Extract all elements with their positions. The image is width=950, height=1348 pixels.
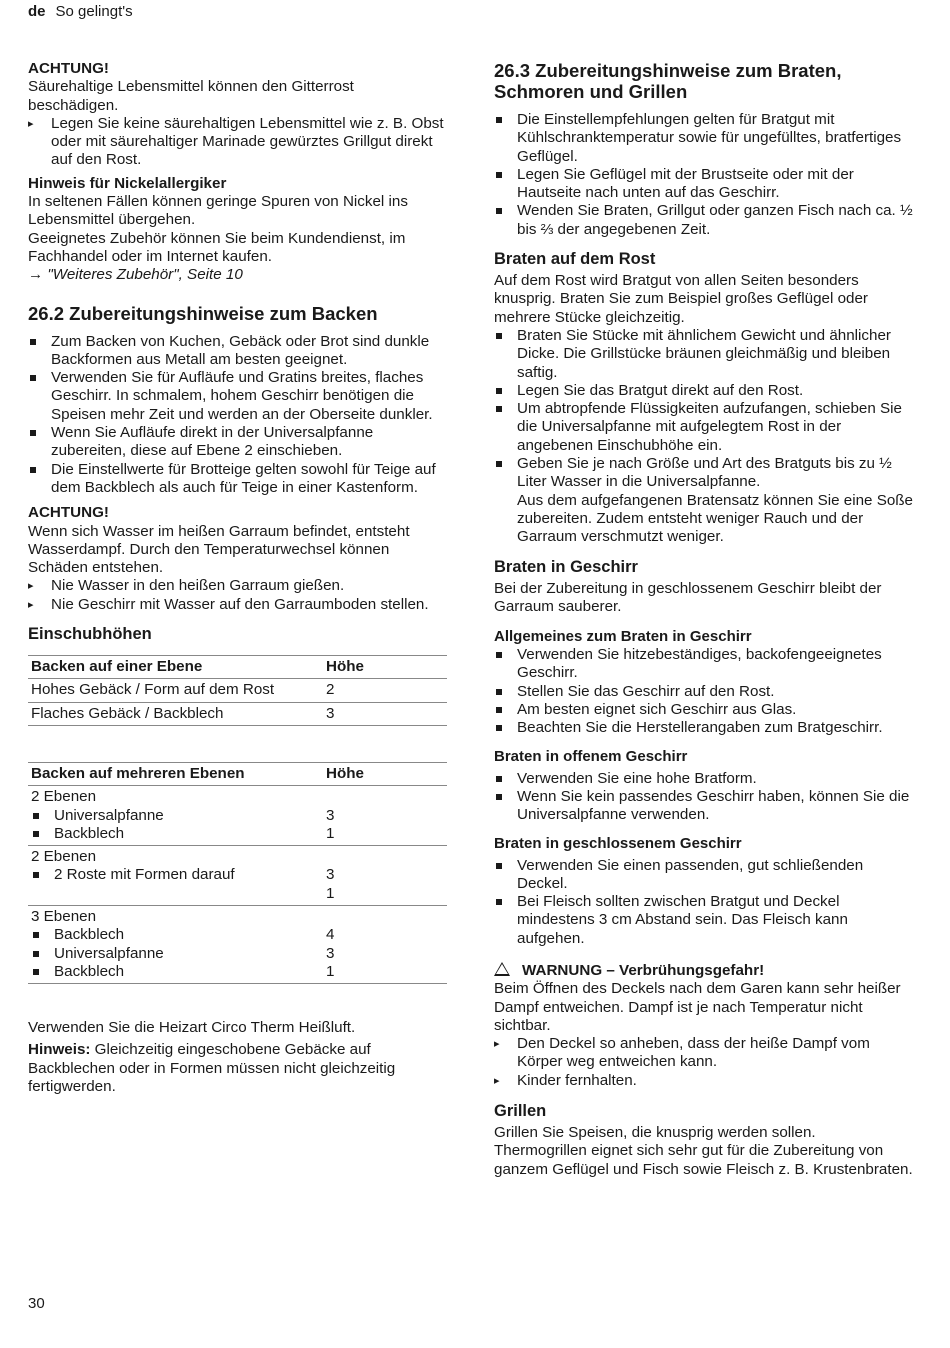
action-item: ▸ Nie Wasser in den heißen Garraum gießen. bbox=[28, 577, 448, 595]
table-row bbox=[28, 846, 447, 906]
list-item: Verwenden Sie für Aufläufe und Gratins breites, flaches Geschirr. In schmalem, hohem Geschirr benötigen die Speisen mehr Zeit und werden an der Oberseite dunkler. bbox=[28, 369, 448, 424]
allg-heading: Allgemeines zum Braten in Geschirr bbox=[494, 628, 752, 646]
geschl-heading: Braten in geschlossenem Geschirr bbox=[494, 834, 742, 852]
list-item: Universalpfanne bbox=[31, 945, 320, 963]
list-item: Wenn Sie Aufläufe direkt in der Universalpfanne zubereiten, diese auf Ebene 2 einschieben. bbox=[28, 424, 448, 461]
grillen-text: Grillen Sie Speisen, die knusprig werden sollen. bbox=[494, 1124, 816, 1142]
achtung-actions bbox=[28, 577, 448, 614]
list-item: Verwenden Sie eine hohe Bratform. bbox=[494, 770, 918, 788]
page-number: 30 bbox=[28, 1295, 45, 1312]
offen-heading: Braten in offenem Geschirr bbox=[494, 747, 688, 765]
nickel-title: Hinweis für Nickelallergiker bbox=[28, 174, 227, 192]
rost-heading: Braten auf dem Rost bbox=[494, 250, 656, 269]
table-row bbox=[28, 786, 447, 846]
warning-title: WARNUNG – Verbrühungsgefahr! bbox=[494, 962, 918, 980]
table-cell: 1 bbox=[326, 884, 335, 902]
page-header bbox=[28, 3, 133, 21]
table-cell: 3 bbox=[326, 866, 335, 884]
warning-triangle-icon bbox=[494, 962, 510, 976]
column-header: Höhe bbox=[323, 656, 447, 679]
list-item: Legen Sie das Bratgut direkt auf den Rost. bbox=[494, 382, 918, 400]
table-row bbox=[28, 905, 447, 983]
right-column bbox=[494, 60, 918, 1179]
nickel-text: Geeignetes Zubehör können Sie beim Kundendienst, im Fachhandel oder im Internet kaufen. bbox=[28, 229, 406, 265]
column-header: Backen auf einer Ebene bbox=[28, 656, 323, 679]
table-cell: 4 bbox=[326, 926, 335, 944]
list-item: Wenden Sie Braten, Grillgut oder ganzen Fisch nach ca. ½ bis ⅔ der angegebenen Zeit. bbox=[494, 202, 918, 239]
action-item: ▸ Nie Geschirr mit Wasser auf den Garraumboden stellen. bbox=[28, 596, 448, 614]
list-item: Braten Sie Stücke mit ähnlichem Gewicht und ähnlicher Dicke. Die Grillstücke bräunen gleichmäßig und bleiben saftig. bbox=[494, 327, 918, 382]
group-title: 2 Ebenen bbox=[31, 788, 97, 806]
table-cell: Flaches Gebäck / Backblech bbox=[28, 702, 323, 725]
geschirr-text: Bei der Zubereitung in geschlossenem Geschirr bleibt der Garraum sauberer. bbox=[494, 579, 882, 615]
intro-list bbox=[494, 111, 918, 239]
list-item: Verwenden Sie einen passenden, gut schließenden Deckel. bbox=[494, 857, 918, 894]
language-tag: de bbox=[28, 3, 46, 20]
list-item: Geben Sie je nach Größe und Art des Bratguts bis zu ½ Liter Wasser in die Universalpfanne. Aus dem aufgefangenen Bratensatz können Sie eine Soße zubereiten. Zudem entsteht weniger Rauch und der Garraum verschmutzt weniger. bbox=[494, 455, 918, 546]
offen-list bbox=[494, 770, 918, 825]
warning-text: Beim Öffnen des Deckels nach dem Garen kann sehr heißer Dampf entweichen. Dampf ist je nach Temperatur nicht sichtbar. bbox=[494, 980, 901, 1034]
list-item: Am besten eignet sich Geschirr aus Glas. bbox=[494, 701, 918, 719]
list-item: Beachten Sie die Herstellerangaben zum Bratgeschirr. bbox=[494, 719, 918, 737]
list-item: Die Einstellwerte für Brotteige gelten sowohl für Teige auf dem Backblech als auch für Teige in einer Kastenform. bbox=[28, 461, 448, 498]
rost-text: Auf dem Rost wird Bratgut von allen Seiten besonders knusprig. Braten Sie zum Beispiel großes Geflügel oder mehrere Stücke gleichzeitig. bbox=[494, 272, 868, 326]
list-item: Backblech bbox=[31, 963, 320, 981]
backen-list bbox=[28, 333, 448, 498]
circo-text: Verwenden Sie die Heizart Circo Therm Heißluft. bbox=[28, 1019, 356, 1037]
table-cell: 1 bbox=[326, 824, 335, 842]
table-cell: 3 bbox=[323, 702, 447, 725]
hinweis-text: Hinweis: Gleichzeitig eingeschobene Gebäcke auf Backblechen oder in Formen müssen nicht gleichzeitig fertigwerden. bbox=[28, 1041, 396, 1096]
group-title: 2 Ebenen bbox=[31, 848, 97, 866]
achtung-text: Wenn sich Wasser im heißen Garraum befindet, entsteht Wasserdampf. Durch den Temperaturwechsel können Schäden entstehen. bbox=[28, 522, 410, 577]
geschirr-heading: Braten in Geschirr bbox=[494, 557, 638, 576]
list-item: Backblech bbox=[31, 926, 320, 944]
column-header: Höhe bbox=[323, 762, 447, 785]
grillen-text: Thermogrillen eignet sich sehr gut für die Zubereitung von ganzem Geflügel und Fisch sowie Fleisch z. B. Krustenbraten. bbox=[494, 1142, 913, 1178]
list-item: Verwenden Sie hitzebeständiges, backofengeeignetes Geschirr. bbox=[494, 646, 918, 683]
einschub-table-single bbox=[28, 655, 447, 726]
list-item: 2 Roste mit Formen darauf bbox=[31, 866, 320, 884]
table-row bbox=[28, 679, 447, 702]
action-item: ▸ Legen Sie keine säurehaltigen Lebensmittel wie z. B. Obst oder mit säurehaltiger Marinade gewürztes Grillgut direkt auf den Rost. bbox=[28, 115, 448, 170]
einschub-heading: Einschubhöhen bbox=[28, 625, 152, 644]
rost-list bbox=[494, 327, 918, 547]
action-item: ▸ Den Deckel so anheben, dass der heiße Dampf vom Körper weg entweichen kann. bbox=[494, 1035, 918, 1072]
achtung-actions bbox=[28, 115, 448, 170]
hinweis-label: Hinweis: bbox=[28, 1041, 91, 1059]
cross-reference-link[interactable]: → "Weiteres Zubehör", Seite 10 bbox=[28, 266, 243, 284]
nickel-text: In seltenen Fällen können geringe Spuren von Nickel ins Lebensmittel übergehen. bbox=[28, 193, 408, 229]
table-row bbox=[28, 702, 447, 725]
allg-list bbox=[494, 646, 918, 737]
grillen-heading: Grillen bbox=[494, 1102, 547, 1121]
achtung-text: Säurehaltige Lebensmittel können den Gitterrost beschädigen. bbox=[28, 78, 354, 114]
list-item: Die Einstellempfehlungen gelten für Bratgut mit Kühlschranktemperatur sowie für ungefülltes, bratfertiges Geflügel. bbox=[494, 111, 918, 166]
left-column bbox=[28, 60, 448, 1096]
list-item: Universalpfanne bbox=[31, 807, 320, 825]
column-header: Backen auf mehreren Ebenen bbox=[28, 762, 323, 785]
table-cell: 3 bbox=[326, 806, 335, 824]
list-item: Legen Sie Geflügel mit der Brustseite oder mit der Hautseite nach unten auf das Geschirr. bbox=[494, 166, 918, 203]
list-item: Stellen Sie das Geschirr auf den Rost. bbox=[494, 683, 918, 701]
geschl-list bbox=[494, 857, 918, 948]
list-item: Um abtropfende Flüssigkeiten aufzufangen, schieben Sie die Universalpfanne mit aufgelegtem Rost in der angebenen Einschubhöhe ein. bbox=[494, 400, 918, 455]
section-heading-26-2: 26.2 Zubereitungshinweise zum Backen bbox=[28, 302, 378, 324]
table-cell: 3 bbox=[326, 944, 335, 962]
header-title: So gelingt's bbox=[55, 3, 133, 20]
achtung-title: ACHTUNG! bbox=[28, 60, 109, 77]
group-title: 3 Ebenen bbox=[31, 907, 97, 925]
action-item: ▸ Kinder fernhalten. bbox=[494, 1072, 918, 1090]
table-cell: 1 bbox=[326, 962, 335, 980]
warning-actions bbox=[494, 1035, 918, 1090]
table-cell: Hohes Gebäck / Form auf dem Rost bbox=[28, 679, 323, 702]
achtung-title: ACHTUNG! bbox=[28, 504, 109, 522]
list-item: Wenn Sie kein passendes Geschirr haben, können Sie die Universalpfanne verwenden. bbox=[494, 788, 918, 825]
einschub-table-multi bbox=[28, 762, 447, 984]
list-item: Backblech bbox=[31, 825, 320, 843]
table-cell: 2 bbox=[323, 679, 447, 702]
list-item: Zum Backen von Kuchen, Gebäck oder Brot sind dunkle Backformen aus Metall am besten geeignet. bbox=[28, 333, 448, 370]
section-heading-26-3: 26.3 Zubereitungshinweise zum Braten, Schmoren und Grillen bbox=[494, 60, 842, 102]
list-item: Bei Fleisch sollten zwischen Bratgut und Deckel mindestens 3 cm Abstand sein. Das Fleisch kann aufgehen. bbox=[494, 893, 918, 948]
